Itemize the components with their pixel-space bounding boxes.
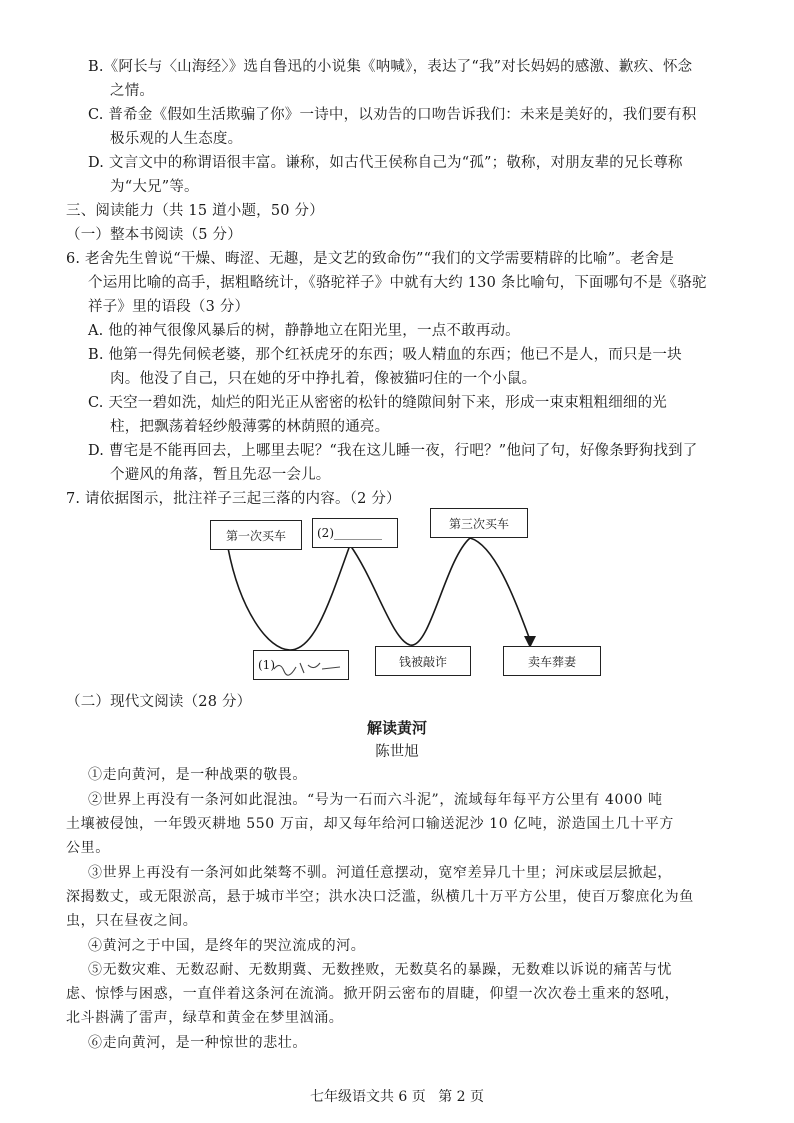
option-c-line1: C. 普希金《假如生活欺骗了你》一诗中，以劝告的口吻告诉我们：未来是美好的，我们要有积: [88, 107, 697, 123]
q6-option-a: A. 他的神气很像风暴后的树，静静地立在阳光里，一点不敢再动。: [88, 323, 520, 339]
paragraph-3-line3: 虫，只在昼夜之间。: [66, 913, 198, 929]
curve-line: [228, 538, 530, 650]
paragraph-5-line1: ⑤无数灾难、无数忍耐、无数期冀、无数挫败，无数莫名的暴躁，无数难以诉说的痛苦与忧: [88, 962, 672, 978]
option-d-line1: D. 文言文中的称谓语很丰富。谦称，如古代王侯称自己为“孤”；敬称，对朋友辈的兄长尊称: [88, 155, 683, 171]
handwritten-answer-scribble: [270, 657, 346, 677]
part2-heading: （二）现代文阅读（28 分）: [66, 694, 252, 710]
option-b-line1: B.《阿长与〈山海经〉》选自鲁迅的小说集《呐喊》，表达了“我”对长妈妈的感激、歉疚、怀念: [88, 59, 693, 75]
paragraph-5-line2: 虑、惊悸与困惑，一直伴着这条河在流淌。掀开阴云密布的眉睫，仰望一次次卷土重来的怒吼，: [66, 986, 680, 1002]
paragraph-2-line3: 公里。: [66, 840, 110, 856]
footer-page-number: 第 2 页: [438, 1089, 485, 1105]
box-third-buy: 第三次买车: [430, 508, 528, 538]
option-c-line2: 极乐观的人生态度。: [110, 131, 243, 147]
paragraph-1: ①走向黄河，是一种战栗的敬畏。: [88, 767, 307, 783]
box-cheated: 钱被敲诈: [375, 646, 471, 676]
paragraph-2-line1: ②世界上再没有一条河如此混浊。“号为一石而六斗泥”，流域每年每平方公里有 4000 吨: [88, 792, 663, 808]
footer-total-pages: 七年级语文共 6 页: [309, 1089, 426, 1105]
q7-prompt: 7. 请依据图示，批注祥子三起三落的内容。（2 分）: [66, 491, 401, 507]
q6-option-d-line1: D. 曹宅是不能再回去，上哪里去呢？“我在这儿睡一夜，行吧？”他问了句，好像条野狗找到了: [88, 443, 698, 459]
q6-stem-line1: 6. 老舍先生曾说“干燥、晦涩、无趣，是文艺的致命伤”“我们的文学需要精辟的比喻”。老舍是: [66, 251, 675, 267]
q6-option-c-line1: C. 天空一碧如洗，灿烂的阳光正从密密的松针的缝隙间射下来，形成一束束粗粗细细的光: [88, 395, 667, 411]
q6-option-c-line2: 柱，把飘荡着轻纱般薄雾的林荫照的通亮。: [110, 419, 390, 435]
paragraph-4: ④黄河之于中国，是终年的哭泣流成的河。: [88, 938, 366, 954]
paragraph-3-line2: 深揭数丈，或无限淤高，悬于城市半空；洪水决口泛滥，纵横几十万平方公里，使百万黎庶化为鱼: [66, 889, 694, 905]
box-blank-1[interactable]: (1): [253, 650, 349, 680]
part1-heading: （一）整本书阅读（5 分）: [66, 227, 242, 243]
option-d-line2: 为“大兄”等。: [110, 179, 199, 195]
paragraph-3-line1: ③世界上再没有一条河如此桀骜不驯。河道任意摆动，宽窄差异几十里；河床或层层掀起，: [88, 865, 672, 881]
section-heading: 三、阅读能力（共 15 道小题，50 分）: [66, 203, 324, 219]
box-blank-2[interactable]: (2)________: [312, 518, 398, 548]
article-title: 解读黄河: [366, 719, 427, 737]
q6-stem-line3: 祥子》里的语段（3 分）: [88, 299, 250, 315]
page-footer: [0, 1086, 794, 1106]
q6-option-b-line1: B. 他第一得先伺候老婆，那个红袄虎牙的东西；吸人精血的东西；他已不是人，而只是一块: [88, 347, 682, 363]
box-first-buy: 第一次买车: [210, 520, 302, 550]
paragraph-5-line3: 北斗斟满了雷声，绿草和黄金在梦里汹涌。: [66, 1010, 344, 1026]
box-sell-cart: 卖车葬妻: [503, 646, 601, 676]
q6-stem-line2: 个运用比喻的高手，据粗略统计，《骆驼祥子》中就有大约 130 条比喻句，下面哪句不是《骆驼: [88, 275, 707, 291]
q6-option-b-line2: 肉。他没了自己，只在她的牙中挣扎着，像被猫叼住的一个小鼠。: [110, 371, 537, 387]
q6-option-d-line2: 个避风的角落，暂且先忍一会儿。: [110, 467, 331, 483]
paragraph-6: ⑥走向黄河，是一种惊世的悲壮。: [88, 1035, 307, 1051]
option-b-line2: 之情。: [110, 83, 155, 99]
article-author: 陈世旭: [375, 744, 419, 760]
paragraph-2-line2: 土壤被侵蚀，一年毁灭耕地 550 万亩，却又每年给河口输送泥沙 10 亿吨，淤造国土几十平方: [66, 816, 674, 832]
